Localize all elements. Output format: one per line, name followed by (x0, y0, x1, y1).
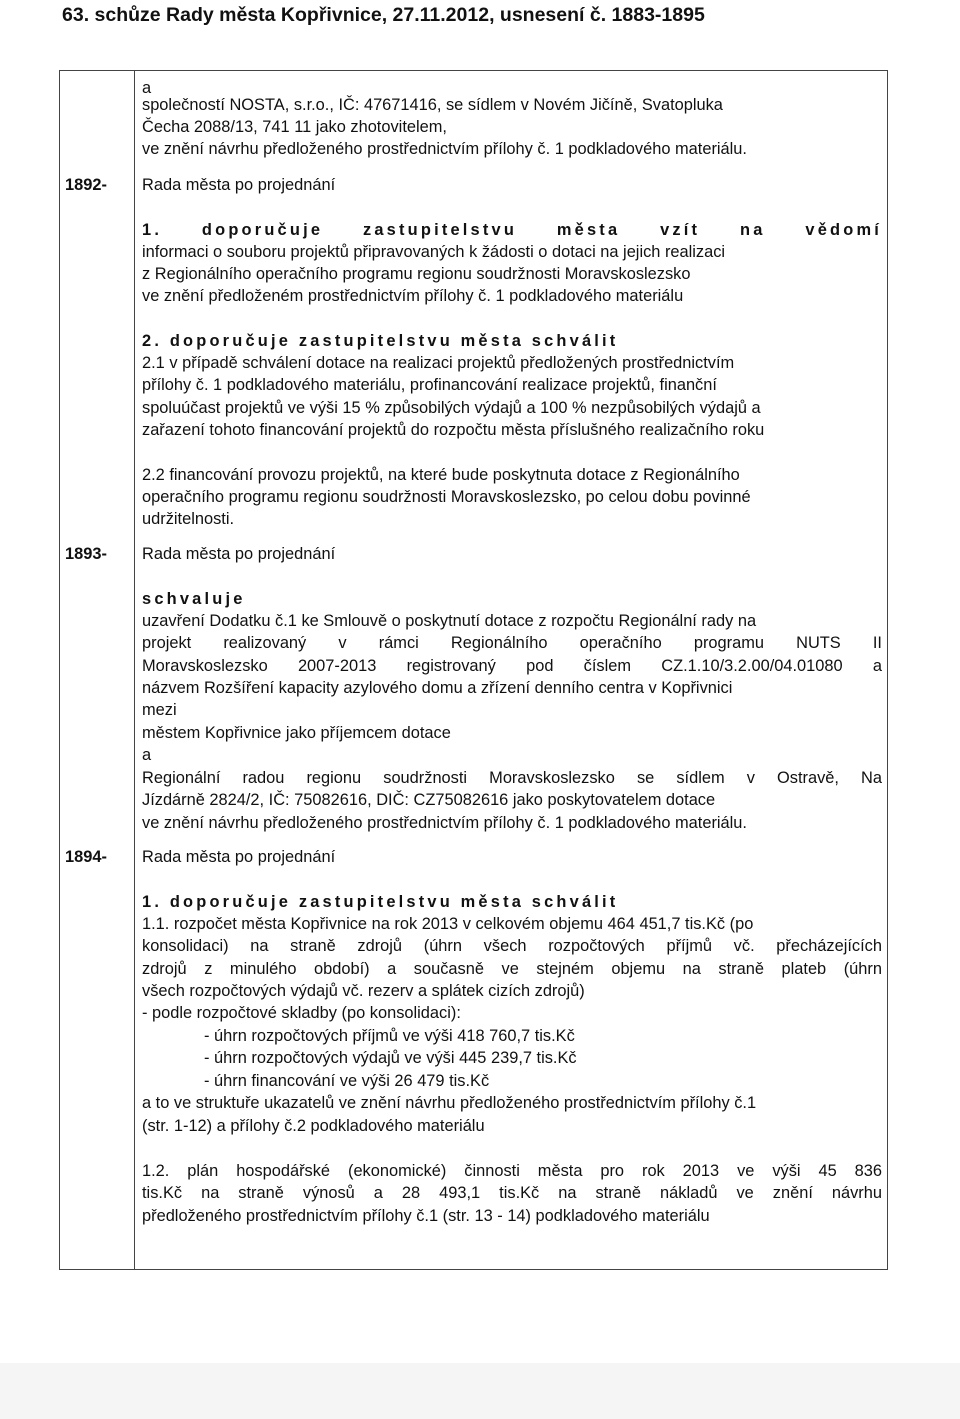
resolution-number: 1893- (65, 545, 107, 563)
text-line: informaci o souboru projektů připravovaných k žádosti o dotaci na jejich realizaci (142, 243, 726, 261)
resolution-number: 1892- (65, 176, 107, 194)
text-line: konsolidaci) na straně zdrojů (úhrn všech rozpočtových příjmů vč. přecházejících (142, 937, 882, 955)
resolution-verb: 2. doporučuje zastupitelstvu města schválit (142, 332, 619, 350)
text-line: Jízdárně 2824/2, IČ: 75082616, DIČ: CZ75082616 jako poskytovatelem dotace (142, 791, 716, 809)
text-line: 2.1 v případě schválení dotace na realizaci projektů předložených prostřednictvím (142, 354, 735, 372)
text-line: městem Kopřivnice jako příjemcem dotace (142, 724, 451, 742)
text-line: projekt realizovaný v rámci Regionálního operačního programu NUTS II (142, 634, 882, 652)
page-bottom-margin (0, 1363, 960, 1419)
text-line: - úhrn rozpočtových příjmů ve výši 418 760,7 tis.Kč (204, 1027, 575, 1045)
text-line: a (142, 746, 152, 764)
text-line: z Regionálního operačního programu regionu soudržnosti Moravskoslezsko (142, 265, 691, 283)
text-line: - úhrn financování ve výši 26 479 tis.Kč (204, 1072, 490, 1090)
page-title: 63. schůze Rady města Kopřivnice, 27.11.2012, usnesení č. 1883-1895 (62, 4, 705, 26)
text-line: spoluúčast projektů ve výši 15 % způsobilých výdajů a 100 % nezpůsobilých výdajů a (142, 399, 761, 417)
resolution-verb: 1. doporučuje zastupitelstvu města schválit (142, 893, 619, 911)
text-line: všech rozpočtových výdajů vč. rezerv a splátek cizích zdrojů) (142, 982, 585, 1000)
text-line: Moravskoslezsko 2007-2013 registrovaný pod číslem CZ.1.10/3.2.00/04.01080 a (142, 657, 882, 675)
text-line: názvem Rozšíření kapacity azylového domu a zřízení denního centra v Kopřivnici (142, 679, 733, 697)
text-line: operačního programu regionu soudržnosti Moravskoslezsko, po celou dobu povinné (142, 488, 751, 506)
text-line: (str. 1-12) a přílohy č.2 podkladového materiálu (142, 1117, 485, 1135)
resolution-verb: 1. doporučuje zastupitelstvu města vzít na vědomí (142, 221, 882, 239)
text-line: 1.1. rozpočet města Kopřivnice na rok 2013 v celkovém objemu 464 451,7 tis.Kč (po (142, 915, 754, 933)
text-line: 1.2. plán hospodářské (ekonomické) činnosti města pro rok 2013 ve výši 45 836 (142, 1162, 882, 1180)
section-heading: Rada města po projednání (142, 848, 336, 866)
section-heading: Rada města po projednání (142, 545, 336, 563)
text-line: a to ve struktuře ukazatelů ve znění návrhu předloženého prostřednictvím přílohy č.1 (142, 1094, 757, 1112)
text-line: přílohy č. 1 podkladového materiálu, profinancování realizace projektů, finanční (142, 376, 717, 394)
text-line: a (142, 79, 152, 97)
text-line: Regionální radou regionu soudržnosti Moravskoslezsko se sídlem v Ostravě, Na (142, 769, 882, 787)
text-line: předloženého prostřednictvím přílohy č.1 (str. 13 - 14) podkladového materiálu (142, 1207, 710, 1225)
text-line: - úhrn rozpočtových výdajů ve výši 445 239,7 tis.Kč (204, 1049, 577, 1067)
text-line: zdrojů z minulého období) a současně ve stejném objemu na straně plateb (úhrn (142, 960, 882, 978)
text-line: Čecha 2088/13, 741 11 jako zhotovitelem, (142, 118, 447, 136)
text-line: ve znění návrhu předloženého prostřednictvím přílohy č. 1 podkladového materiálu. (142, 140, 747, 158)
text-line: ve znění předloženém prostřednictvím přílohy č. 1 podkladového materiálu (142, 287, 684, 305)
text-line: společností NOSTA, s.r.o., IČ: 47671416, se sídlem v Novém Jičíně, Svatopluka (142, 96, 723, 114)
text-line: uzavření Dodatku č.1 ke Smlouvě o poskytnutí dotace z rozpočtu Regionální rady na (142, 612, 757, 630)
resolution-verb: schvaluje (142, 590, 246, 608)
text-line: udržitelnosti. (142, 510, 235, 528)
text-line: ve znění návrhu předloženého prostřednictvím přílohy č. 1 podkladového materiálu. (142, 814, 747, 832)
text-line: tis.Kč na straně výnosů a 28 493,1 tis.Kč na straně nákladů ve znění návrhu (142, 1184, 882, 1202)
section-heading: Rada města po projednání (142, 176, 336, 194)
text-line: - podle rozpočtové skladby (po konsolidaci): (142, 1004, 461, 1022)
text-line: zařazení tohoto financování projektů do rozpočtu města příslušného realizačního roku (142, 421, 765, 439)
resolution-content (60, 71, 887, 1269)
resolution-number: 1894- (65, 848, 107, 866)
resolution-table (59, 70, 888, 1270)
text-line: mezi (142, 701, 177, 719)
text-line: 2.2 financování provozu projektů, na které bude poskytnuta dotace z Regionálního (142, 466, 740, 484)
